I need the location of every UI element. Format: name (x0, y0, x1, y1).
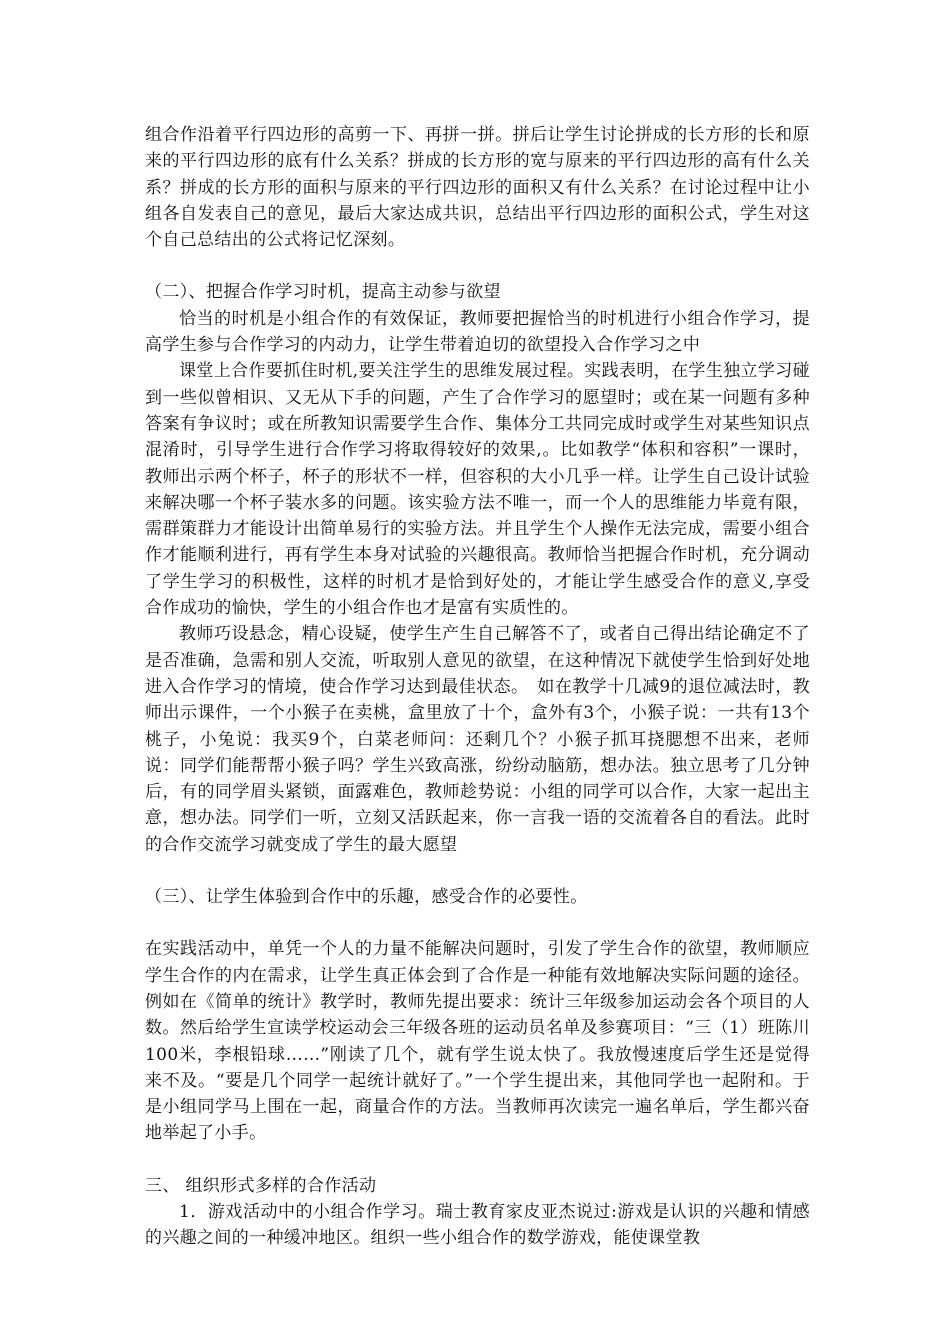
paragraph-timing-example: 课堂上合作要抓住时机,要关注学生的思维发展过程。实践表明，在学生独立学习碰到一些似曾相识、又无从下手的问题，产生了合作学习的愿望时；或在某一问题有多种答案有争议时；或在所教知识需要学生合作、集体分工共同完成时或学生对某些知识点混淆时，引导学生进行合作学习将取得较好的效果,。比如教学“体积和容积”一课时，教师出示两个杯子，杯子的形状不一样，但容积的大小几乎一样。让学生自己设计试验来解决哪一个杯子装水多的问题。该实验方法不唯一，而一个人的思维能力毕竟有限，需群策群力才能设计出简单易行的实验方法。并且学生个人操作无法完成，需要小组合作才能顺利进行，再有学生本身对试验的兴趣很高。教师恰当把握合作时机，充分调动了学生学习的积极性，这样的时机才是恰到好处的，才能让学生感受合作的意义,享受合作成功的愉快，学生的小组合作也才是富有实质性的。 (145, 361, 810, 619)
section-heading-activities: 三、 组织形式多样的合作活动 (145, 1175, 377, 1196)
paragraph-parallelogram: 组合作沿着平行四边形的高剪一下、再拼一拼。拼后让学生讨论拼成的长方形的长和原来的平行四边形的底有什么关系？拼成的长方形的宽与原来的平行四边形的高有什么关系？拼成的长方形的面积与原来的平行四边形的面积又有什么关系？在讨论过程中让小组各自发表自己的意见，最后大家达成共识，总结出平行四边形的面积公式，学生对这个自己总结出的公式将记忆深刻。 (145, 125, 810, 251)
paragraph-gap (145, 910, 810, 936)
document-body (145, 122, 810, 1252)
paragraph-suspense: 教师巧设悬念，精心设疑，使学生产生自己解答不了，或者自己得出结论确定不了是否准确，急需和别人交流，听取别人意见的欲望，在这种情况下就使学生恰到好处地进入合作学习的情境，使合作学习达到最佳状态。 如在教学十几减9的退位减法时，教师出示课件，一个小猴子在卖桃，盒里放了十个，盒外有3个，小猴子说：一共有13个桃子，小兔说：我买9个，白菜老师问：还剩几个？小猴子抓耳挠腮想不出来，老师说：同学们能帮帮小猴子吗？学生兴致高涨，纷纷动脑筋，想办法。独立思考了几分钟后，有的同学眉头紧锁，面露难色，教师趁势说：小组的同学可以合作，大家一起出主意，想办法。同学们一听，立刻又活跃起来，你一言我一语的交流着各自的看法。此时的合作交流学习就变成了学生的最大愿望 (145, 624, 810, 855)
section-heading-two: （二）、把握合作学习时机，提高主动参与欲望 (145, 282, 501, 303)
paragraph-practice: 在实践活动中，单凭一个人的力量不能解决问题时，引发了学生合作的欲望，教师顺应学生合作的内在需求，让学生真正体会到了合作是一种能有效地解决实际问题的途径。例如在《简单的统计》教学时，教师先提出要求：统计三年级参加运动会各个项目的人数。然后给学生宣读学校运动会三年级各班的运动员名单及参赛项目：“三（1）班陈川100米，李根铅球……”刚读了几个，就有学生说太快了。我放慢速度后学生还是觉得来不及。“要是几个同学一起统计就好了。”一个学生提出来，其他同学也一起附和。于是小组同学马上围在一起，商量合作的方法。当教师再次读完一遍名单后，学生都兴奋地举起了小手。 (145, 939, 810, 1144)
paragraph-gap (145, 1147, 810, 1173)
paragraph-gap (145, 253, 810, 279)
paragraph-games: 1．游戏活动中的小组合作学习。瑞士教育家皮亚杰说过:游戏是认识的兴趣和情感的兴趣之间的一种缓冲地区。组织一些小组合作的数学游戏，能使课堂教 (145, 1201, 810, 1249)
paragraph-gap (145, 858, 810, 884)
paragraph-timing-intro: 恰当的时机是小组合作的有效保证，教师要把握恰当的时机进行小组合作学习，提高学生参与合作学习的内动力，让学生带着迫切的欲望投入合作学习之中 (145, 308, 810, 356)
section-heading-three: （三）、让学生体验到合作中的乐趣，感受合作的必要性。 (145, 887, 588, 908)
